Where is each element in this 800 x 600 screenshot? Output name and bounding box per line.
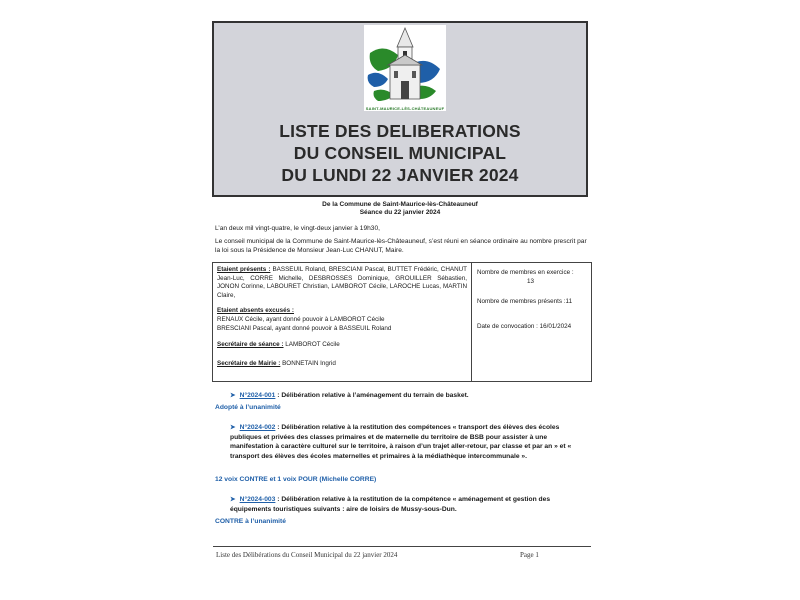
- deliberation-item-3: [230, 495, 590, 514]
- page-title-line-3: DU LUNDI 22 JANVIER 2024: [281, 165, 519, 185]
- page-number: Page 1: [520, 551, 539, 559]
- header-box: [212, 21, 588, 197]
- deliberation-result-1: Adopté à l’unanimité: [215, 404, 281, 411]
- subtitle-seance: Séance du 22 janvier 2024: [359, 209, 441, 216]
- deliberation-text: : Délibération relative à l’aménagement du terrain de basket.: [275, 392, 469, 399]
- deliberation-item-2: [230, 423, 590, 461]
- deliberation-number: N°2024-001: [239, 392, 276, 399]
- logo-caption: SAINT-MAURICE-LÈS-CHÂTEAUNEUF: [365, 106, 445, 111]
- absent-line-2: BRESCIANI Pascal, ayant donné pouvoir à BASSEUIL Roland: [217, 324, 392, 332]
- convocation-date: Date de convocation : 16/01/2024: [477, 322, 572, 330]
- subtitle-commune: De la Commune de Saint-Maurice-lès-Châteauneuf: [322, 201, 478, 208]
- deliberation-number: N°2024-002: [239, 424, 276, 431]
- members-present: Nombre de membres présents :11: [477, 298, 573, 306]
- members-in-office-label: Nombre de membres en exercice :: [477, 269, 574, 276]
- attendance-right: [477, 269, 589, 331]
- deliberation-item-1: [230, 391, 590, 401]
- intro-paragraph: Le conseil municipal de la Commune de Saint-Maurice-lès-Châteauneuf, s’est réuni en séance ordinaire au nombre prescrit par la loi sous la Présidence de Monsieur Jean-Luc CHANUT, Maire.: [215, 238, 587, 255]
- attendance-divider: [471, 263, 472, 381]
- attendance-left: [217, 266, 467, 368]
- present-names: BASSEUIL Roland, BRESCIANI Pascal, BUTTET Frédéric, CHANUT Jean-Luc, CORRE Michelle, DESBROSSES Dominique, GROUILLER Sébastien, JONON Corinne, LABOURET Christian, LAMBOROT Cécile, LAROCHE Lucas, MARTIN Claire,: [217, 266, 468, 299]
- intro-date: L’an deux mil vingt-quatre, le vingt-deux janvier à 19h30,: [215, 225, 380, 232]
- members-in-office-value: 13: [527, 277, 535, 285]
- present-block: [217, 266, 467, 300]
- deliberation-text: : Délibération relative à la restitution des compétences « transport des élèves des écoles publiques et privées des classes primaires et de maternelle du territoire de BSB pour assister à une manifestation à caractère culturel sur le territoire, à raison d’un trajet aller-retour, par classe et par an » et « transport des élèves des écoles maternelles et primaires à la médiathèque intercommunale ».: [230, 424, 572, 460]
- secretary-session-label: Secrétaire de séance :: [217, 341, 284, 349]
- deliberation-number: N°2024-003: [239, 496, 276, 503]
- church-logo-icon: [364, 25, 446, 105]
- secretary-mairie: [217, 360, 467, 369]
- deliberation-result-2: 12 voix CONTRE et 1 voix POUR (Michelle CORRE): [215, 476, 377, 483]
- secretary-mairie-label: Secrétaire de Mairie :: [217, 359, 281, 367]
- absent-label: Etaient absents excusés :: [217, 307, 294, 315]
- arrow-bullet-icon: ➤: [230, 496, 236, 503]
- page-title-line-2: DU CONSEIL MUNICIPAL: [293, 143, 507, 163]
- attendance-box: [212, 262, 592, 382]
- page-title-line-1: LISTE DES DELIBERATIONS: [279, 121, 521, 141]
- footer-title: Liste des Délibérations du Conseil Municipal du 22 janvier 2024: [216, 551, 398, 559]
- absent-line-1: RENAUX Cécile, ayant donné pouvoir à LAMBOROT Cécile: [217, 315, 385, 323]
- secretary-session-name: LAMBOROT Cécile: [285, 341, 340, 349]
- arrow-bullet-icon: ➤: [230, 392, 236, 399]
- deliberation-text: : Délibération relative à la restitution de la compétence « aménagement et gestion des équipements touristiques suivants : aire de loisirs de Mussy-sous-Dun.: [230, 496, 551, 513]
- commune-logo: [364, 25, 446, 111]
- secretary-mairie-name: BONNETAIN Ingrid: [282, 359, 336, 367]
- present-label: Etaient présents :: [217, 266, 271, 273]
- footer-divider: [213, 546, 591, 547]
- arrow-bullet-icon: ➤: [230, 424, 236, 431]
- deliberation-result-3: CONTRE à l’unanimité: [215, 518, 286, 525]
- secretary-session: [217, 341, 467, 350]
